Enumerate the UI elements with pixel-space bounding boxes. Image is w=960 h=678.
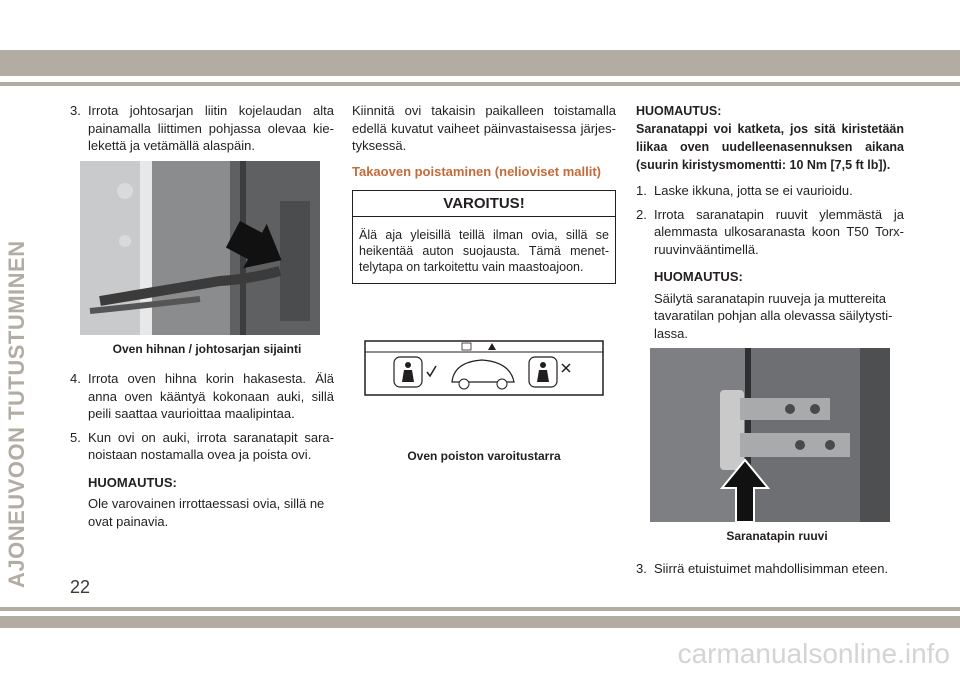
figure-hinge	[650, 348, 904, 546]
door-strap-photo	[80, 161, 320, 335]
intro-paragraph: Kiinnitä ovi takaisin paikalleen toistamalla edellä kuvatut vaiheet päinvastaisessa järjestyksessä.	[352, 103, 616, 153]
note-heading: HUOMAUTUS:	[636, 104, 722, 118]
note-heading: HUOMAUTUS:	[88, 474, 177, 490]
step-text: Irrota johtosarjan liitin kojelaudan alta painamalla liittimen pohjassa olevaa kielekettä ja vetämällä alaspäin.	[88, 103, 334, 153]
step-5	[70, 429, 334, 464]
figure-caption: Oven poiston varoitustarra	[407, 448, 561, 463]
step-number: 2.	[636, 206, 647, 222]
note-text: Saranatappi voi katketa, jos sitä kiristetään liikaa oven uudelleenasennuksen aikana (suurin kiristysmomentti: 10 Nm [7,5 ft lb]).	[636, 122, 904, 172]
page-number: 22	[70, 577, 91, 597]
figure-caption: Oven hihnan / johtosarjan sijainti	[112, 341, 302, 356]
note-text: Säilytä saranatapin ruuveja ja muttereita tavaratilan pohjan alla olevassa säilytystilassa.	[654, 290, 893, 341]
note-text: Ole varovainen irrottaessasi ovia, sillä ne ovat painavia.	[88, 496, 325, 529]
side-title-text: AJONEUVOON TUTUSTUMINEN	[4, 240, 29, 588]
column-3	[636, 102, 904, 583]
step-number: 5.	[70, 429, 81, 445]
figure-warning-label	[352, 340, 616, 466]
figure-caption: Saranatapin ruuvi	[726, 529, 828, 543]
footer-rule	[0, 607, 960, 611]
side-section-title	[4, 98, 40, 588]
step-text: Irrota saranatapin ruuvit ylemmästä ja alemmasta ulkosaranasta koon T50 Torx-ruuvinvääntimellä.	[654, 206, 904, 257]
figure-door-strap	[80, 161, 334, 359]
warning-label-illustration	[364, 340, 604, 396]
step-number: 3.	[636, 560, 647, 576]
step-3	[70, 102, 334, 155]
column-1	[70, 102, 334, 530]
step-number: 4.	[70, 371, 81, 386]
step-number: 3.	[70, 103, 81, 118]
watermark: carmanualsonline.info	[677, 638, 950, 669]
step-4	[70, 370, 334, 423]
section-heading: Takaoven poistaminen (nelioviset mallit)	[352, 163, 601, 179]
column-2	[352, 102, 616, 465]
hinge-photo	[650, 348, 890, 522]
step-3-col3	[636, 560, 904, 578]
warning-text: Älä aja yleisillä teillä ilman ovia, sillä se heikentää auton suojausta. Tämä menettelytapa on tarkoitettu vain maastoajoon.	[359, 227, 609, 274]
header-band	[0, 50, 960, 76]
step-text: Laske ikkuna, jotta se ei vaurioidu.	[654, 183, 853, 198]
step-text: Siirrä etuistuimet mahdollisimman eteen.	[654, 560, 889, 576]
header-rule	[0, 82, 960, 86]
step-text: Kun ovi on auki, irrota saranatapit saranoistaan nostamalla ovea ja poista ovi.	[88, 429, 334, 462]
step-number: 1.	[636, 183, 647, 198]
step-text: Irrota oven hihna korin hakasesta. Älä anna oven kääntyä kokonaan auki, sillä peili saattaa vaurioittaa maalipintaa.	[88, 371, 334, 421]
warning-heading: VAROITUS!	[353, 191, 615, 217]
footer-band	[0, 616, 960, 628]
step-2	[636, 206, 904, 259]
step-1	[636, 182, 904, 200]
warning-box	[352, 190, 616, 284]
note-heading: HUOMAUTUS:	[654, 269, 743, 284]
